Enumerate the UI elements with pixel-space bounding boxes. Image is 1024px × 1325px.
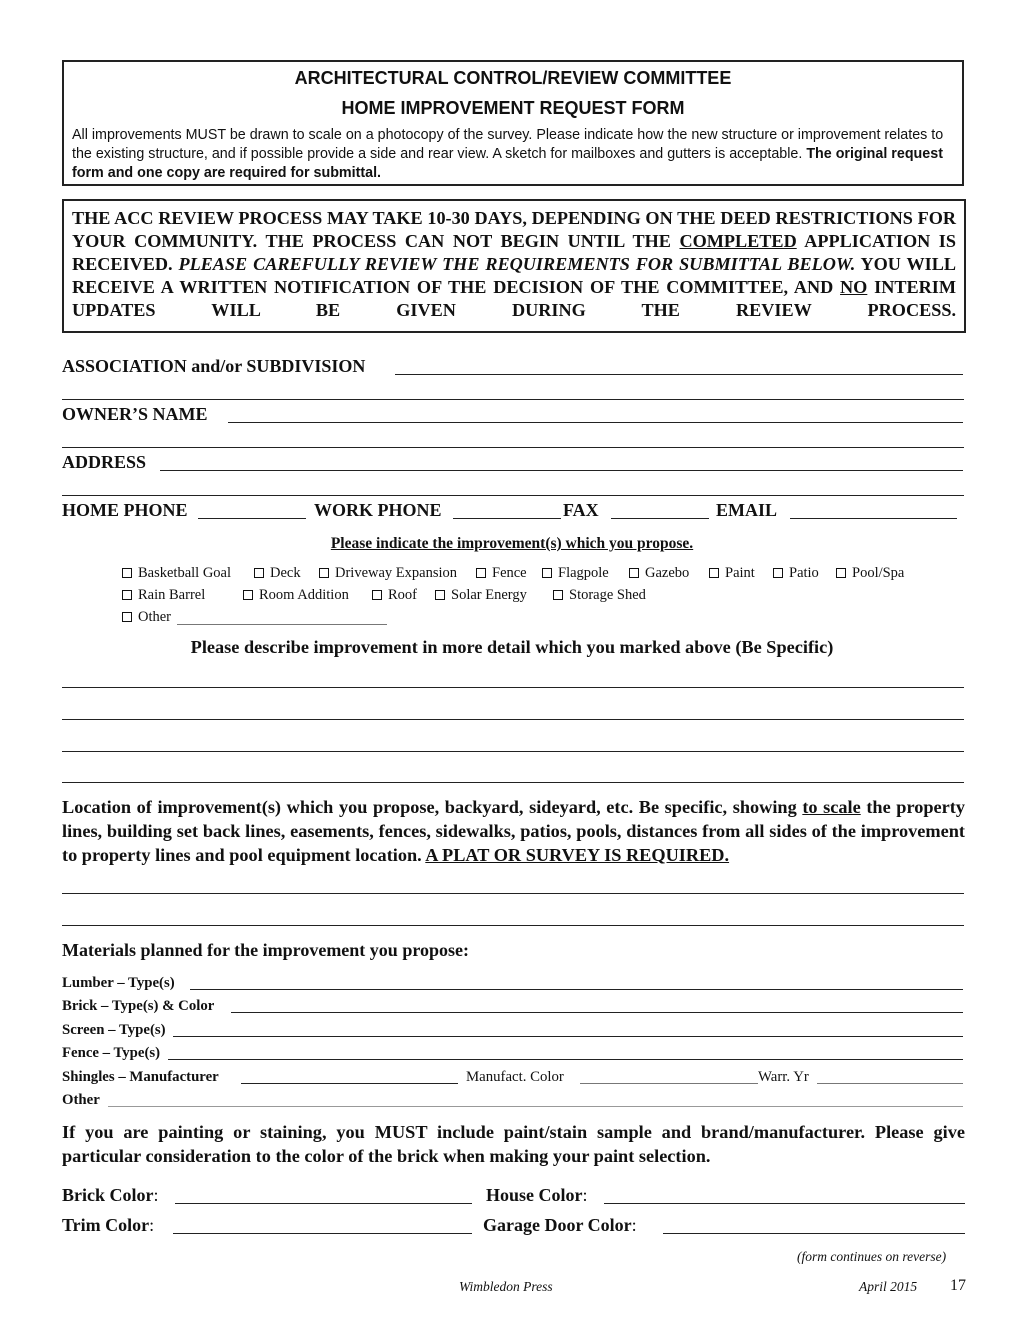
checkbox-patio[interactable] [773,565,819,582]
checkbox-storage-shed[interactable] [553,587,646,604]
garage-door-color-label: Garage Door Color: [483,1215,637,1235]
garage-color-text: Garage Door Color [483,1215,632,1235]
address-label: ADDRESS [62,452,147,472]
brick-color-text: Brick Color [62,1185,154,1205]
location-required: A PLAT OR SURVEY IS REQUIRED. [425,845,730,865]
checkbox-icon [629,568,639,578]
manufact-color-label: Manufact. Color [466,1069,564,1085]
paint-instructions: If you are painting or staining, you MUST include paint/stain sample and brand/manufacturer. Please give particular consideration to the color of the brick when making your paint selection. [62,1122,965,1166]
other-material-label: Other [62,1092,100,1108]
checkbox-icon [254,568,264,578]
notice-completed: COMPLETED [679,231,797,251]
checkbox-icon [122,590,132,600]
address-field[interactable] [160,470,963,471]
location-text: Location of improvement(s) which you propose, backyard, sideyard, etc. Be specific, showing [62,797,803,817]
shingles-label: Shingles – Manufacturer [62,1069,219,1085]
checkbox-label: Pool/Spa [852,565,905,581]
warranty-field[interactable] [817,1083,963,1084]
describe-line-3[interactable] [62,751,964,752]
checkbox-label: Roof [388,587,417,603]
location-to-scale: to scale [802,797,861,817]
review-notice-box [62,199,966,333]
notice-part4: INTERIM UPDATES WILL BE GIVEN DURING THE REVIEW PROCESS. [72,277,956,320]
work-phone-field[interactable] [453,518,561,519]
checkbox-label: Basketball Goal [138,565,232,581]
checkbox-icon [542,568,552,578]
describe-line-1[interactable] [62,687,964,688]
brick-type-field[interactable] [231,1012,963,1013]
notice-part2: APPLICATION IS RECEIVED. [72,231,956,274]
form-header-box [62,60,964,186]
checkbox-icon [553,590,563,600]
checkbox-label: Solar Energy [451,587,527,603]
home-phone-field[interactable] [198,518,306,519]
checkbox-other[interactable] [122,609,171,626]
intro-bold-text: The original request form and one copy are required for submittal. [72,146,943,181]
checkbox-label: Flagpole [558,565,609,581]
brick-type-label: Brick – Type(s) & Color [62,998,215,1014]
checkbox-label: Room Addition [259,587,349,603]
association-field[interactable] [395,374,963,375]
page-number: 17 [950,1277,966,1294]
work-phone-label: WORK PHONE [314,500,442,520]
improvements-prompt: Please indicate the improvement(s) which you propose. [330,535,694,552]
location-line-2[interactable] [62,925,964,926]
checkbox-driveway-expansion[interactable] [319,565,457,582]
house-color-label: House Color: [486,1185,588,1205]
checkbox-icon [319,568,329,578]
checkbox-label: Gazebo [645,565,690,581]
review-notice-text [72,207,956,322]
checkbox-room-addition[interactable] [243,587,349,604]
checkbox-label: Storage Shed [569,587,646,603]
checkbox-deck[interactable] [254,565,301,582]
trim-color-label: Trim Color: [62,1215,155,1235]
email-field[interactable] [790,518,957,519]
location-text2: the property lines, building set back lines, easements, fences, sidewalks, patios, pools, distances from all sides of the improvement to property lines and pool equipment location. [62,797,965,865]
checkbox-label: Fence [492,565,527,581]
describe-line-4[interactable] [62,782,964,783]
association-label: ASSOCIATION and/or SUBDIVISION [62,356,366,376]
checkbox-label: Deck [270,565,301,581]
checkbox-solar-energy[interactable] [435,587,527,604]
checkbox-icon [122,612,132,622]
checkbox-icon [435,590,445,600]
trim-color-text: Trim Color [62,1215,150,1235]
checkbox-pool-spa[interactable] [836,565,904,582]
house-color-text: House Color [486,1185,583,1205]
other-improvement-field[interactable] [177,624,387,625]
checkbox-rain-barrel[interactable] [122,587,205,604]
form-intro [72,126,954,183]
owner-name-field[interactable] [228,422,963,423]
checkbox-icon [709,568,719,578]
checkbox-icon [476,568,486,578]
publisher: Wimbledon Press [459,1279,553,1294]
intro-text: All improvements MUST be drawn to scale on a photocopy of the survey. Please indicate how the new structure or improvement relates to the existing structure, and if possible provide a side and rear view. A sketch for mailboxes and gutters is acceptable. [72,127,944,162]
owner-label: OWNER’S NAME [62,404,208,424]
checkbox-label: Other [138,609,172,625]
describe-prompt: Please describe improvement in more detail which you marked above (Be Specific) [190,637,834,657]
checkbox-icon [773,568,783,578]
materials-heading: Materials planned for the improvement you propose: [62,940,469,960]
describe-line-2[interactable] [62,719,964,720]
home-phone-label: HOME PHONE [62,500,188,520]
screen-label: Screen – Type(s) [62,1022,166,1038]
association-field-line2[interactable] [62,399,964,400]
lumber-label: Lumber – Type(s) [62,975,175,991]
checkbox-paint[interactable] [709,565,755,582]
location-instructions [62,795,965,867]
checkbox-icon [836,568,846,578]
location-line-1[interactable] [62,893,964,894]
fence-field[interactable] [168,1059,963,1060]
continues-note: (form continues on reverse) [797,1249,947,1264]
email-label: EMAIL [716,500,778,520]
brick-color-field[interactable] [175,1203,472,1204]
address-field-line2[interactable] [62,495,964,496]
fax-label: FAX [563,500,599,520]
footer-date: April 2015 [859,1279,918,1294]
fax-field[interactable] [611,518,709,519]
other-material-field[interactable] [108,1106,963,1107]
checkbox-label: Paint [725,565,755,581]
form-subtitle: HOME IMPROVEMENT REQUEST FORM [341,98,685,118]
checkbox-gazebo[interactable] [629,565,689,582]
shingles-manufacturer-field[interactable] [241,1083,458,1084]
manufact-color-field[interactable] [580,1083,758,1084]
notice-no: NO [840,277,868,297]
checkbox-icon [372,590,382,600]
screen-field[interactable] [173,1036,963,1037]
trim-color-field[interactable] [173,1233,472,1234]
form-title: ARCHITECTURAL CONTROL/REVIEW COMMITTEE [294,68,732,88]
fence-label: Fence – Type(s) [62,1045,161,1061]
notice-italic: PLEASE CAREFULLY REVIEW THE REQUIREMENTS FOR SUBMITTAL BELOW. [178,254,856,274]
brick-color-label: Brick Color: [62,1185,159,1205]
warranty-label: Warr. Yr [758,1069,809,1085]
checkbox-flagpole[interactable] [542,565,609,582]
checkbox-label: Rain Barrel [138,587,206,603]
checkbox-icon [122,568,132,578]
checkbox-label: Patio [789,565,819,581]
lumber-field[interactable] [190,989,963,990]
house-color-field[interactable] [604,1203,965,1204]
checkbox-label: Driveway Expansion [335,565,458,581]
garage-door-color-field[interactable] [663,1233,965,1234]
checkbox-fence[interactable] [476,565,527,582]
checkbox-roof[interactable] [372,587,417,604]
notice-part1: THE ACC REVIEW PROCESS MAY TAKE 10-30 DAYS, DEPENDING ON THE DEED RESTRICTIONS FOR YOUR COMMUNITY. THE PROCESS CAN NOT BEGIN UNTIL THE [72,208,956,251]
notice-part3: YOU WILL RECEIVE A WRITTEN NOTIFICATION OF THE DECISION OF THE COMMITTEE, AND [72,254,956,297]
checkbox-basketball-goal[interactable] [122,565,231,582]
checkbox-icon [243,590,253,600]
owner-name-field-line2[interactable] [62,447,964,448]
